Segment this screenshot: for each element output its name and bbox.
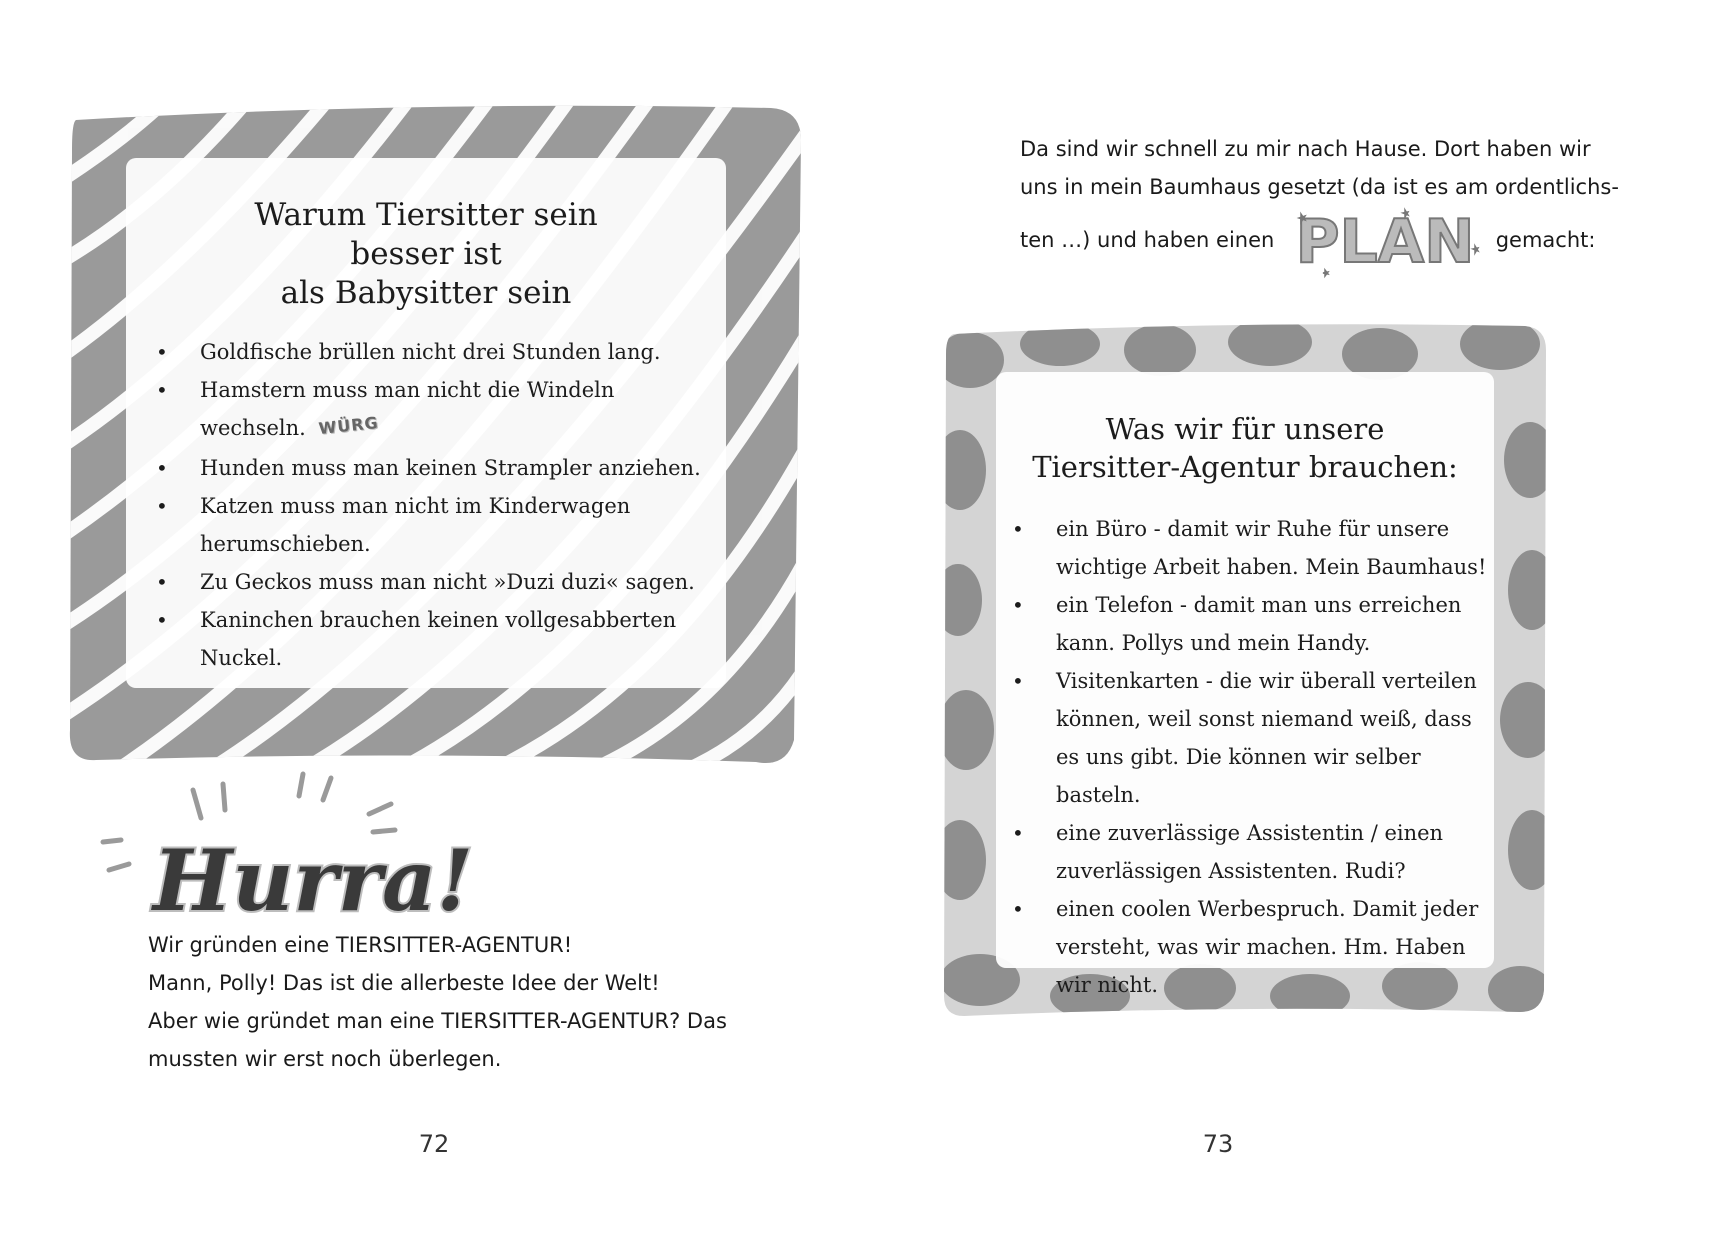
needs-card [996,372,1494,997]
intro-line: Da sind wir schnell zu mir nach Hause. Dort haben wir [1020,137,1591,161]
wuerg-sticker: WÜRG [317,412,379,439]
intro-line3-after: gemacht: [1495,228,1596,252]
intro-line3-before: ten …) und haben einen [1020,228,1275,252]
needs-card-title [996,410,1494,486]
list-item: • Kaninchen brauchen keinen vollgesabberten Nuckel. [152,601,690,677]
why-card [126,158,726,688]
list-item: • ein Büro - damit wir Ruhe für unsere wichtige Arbeit haben. Mein Baumhaus! [1008,510,1488,586]
list-item: • Visitenkarten - die wir überall verteilen können, weil sonst niemand weiß, dass es uns gibt. Die können wir selber basteln. [1008,662,1488,814]
list-item: • ein Telefon - damit man uns erreichen kann. Pollys und mein Handy. [1008,586,1488,662]
page-number-left: 72 [418,1130,450,1158]
list-item: • einen coolen Werbespruch. Damit jeder versteht, was wir machen. Hm. Haben wir nicht. [1008,890,1488,1004]
plan-text: PLAN [1295,207,1475,277]
hurra-text: Hurra! [153,831,474,930]
needs-title-line-1: Was wir für unsere [1105,412,1385,446]
page-number-right: 73 [1202,1130,1234,1158]
list-item: • Hunden muss man keinen Strampler anziehen. [152,449,706,487]
why-title-line-2: besser ist [350,236,502,272]
needs-list [996,510,1494,1004]
needs-title-line-2: Tiersitter-Agentur brauchen: [1032,450,1458,484]
prose-line: Mann, Polly! Das ist die allerbeste Idee der Welt! [148,971,660,995]
list-item: • eine zuverlässige Assistentin / einen zuverlässigen Assistenten. Rudi? [1008,814,1488,890]
list-item: • Hamstern muss man nicht die Windeln wechseln. WÜRG [152,371,640,449]
list-item: • Zu Geckos muss man nicht »Duzi duzi« sagen. [152,563,706,601]
intro-line [1020,206,1620,276]
list-item: • Goldfische brüllen nicht drei Stunden lang. [152,333,706,371]
intro-line: uns in mein Baumhaus gesetzt (da ist es am ordentlichs- [1020,175,1619,199]
right-page [868,0,1736,1240]
why-title-line-3: als Babysitter sein [280,275,572,311]
list-item: • Katzen muss man nicht im Kinderwagen herumschieben. [152,487,670,563]
right-intro [1020,130,1620,276]
why-title-line-1: Warum Tiersitter sein [254,197,598,233]
why-card-title [126,196,726,313]
prose-line: mussten wir erst noch überlegen. [148,1047,502,1071]
prose-line: Wir gründen eine TIERSITTER-AGENTUR! [148,933,573,957]
plan-lettering [1285,206,1485,276]
why-list [126,333,726,677]
prose-line: Aber wie gründet man eine TIERSITTER-AGENTUR? Das [148,1009,727,1033]
plan-graphic [1285,206,1485,276]
hurra-lettering [95,770,474,940]
left-prose [148,926,748,1078]
hurra-graphic [95,770,474,940]
